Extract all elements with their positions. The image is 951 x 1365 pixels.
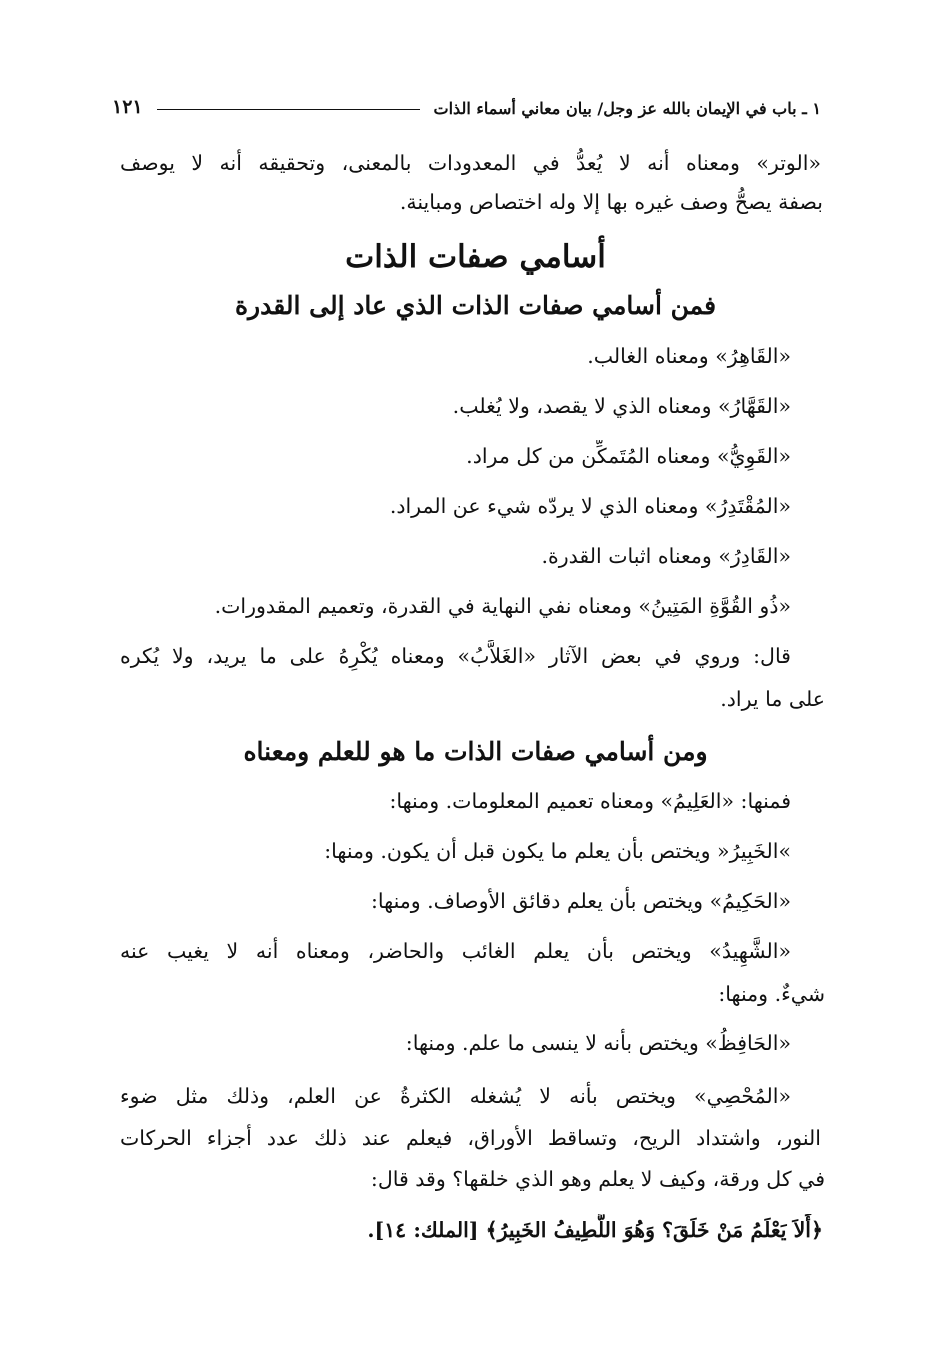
paragraph-line: »الخَبِيرُ« ويختص بأن يعلم ما يكون قبل أن يكون. ومنها: [324, 839, 791, 863]
paragraph-line: «الحَكِيمُ» ويختص بأن يعلم دقائق الأوصاف. ومنها: [370, 889, 791, 913]
paragraph-line: على ما يراد. [720, 687, 825, 711]
paragraph-line: «الحَافِظُ» ويختص بأنه لا ينسى ما علم. ومنها: [405, 1031, 791, 1055]
header-title: ١ ـ باب في الإيمان بالله عز وجل/ بيان معاني أسماء الذات [433, 99, 821, 118]
intro-line-1: «الوتر» ومعناه أنه لا يُعدُّ في المعدودات بالمعنى، وتحقيقه أنه لا يوصف [120, 151, 821, 175]
section-title: أسامي صفات الذات [345, 239, 606, 275]
paragraph-line: «المُحْصِي» ويختص بأنه لا يُشغله الكثرةُ عن العلم، وذلك مثل ضوء [120, 1084, 791, 1108]
quran-verse: ﴿أَلاَ يَعْلَمُ مَنْ خَلَقَ؟ وَهُوَ اللَّطِيفُ الخَبِيرُ﴾ [الملك: ١٤]. [367, 1218, 823, 1242]
paragraph-line: «القَوِيُّ» ومعناه المُتَمكِّن من كل مراد. [466, 444, 791, 468]
paragraph-line: النور، واشتداد الريح، وتساقط الأوراق، فيعلم عند ذلك عدد أجزاء الحركات [120, 1126, 821, 1150]
paragraph-line: في كل ورقة، وكيف لا يعلم وهو الذي خلقها؟ وقد قال: [370, 1167, 825, 1191]
paragraph-line: «القَاهِرُ» ومعناه الغالب. [587, 344, 791, 368]
page-number: ١٢١ [112, 96, 143, 118]
paragraph-line: «ذُو القُوَّةِ المَتِينُ» ومعناه نفي النهاية في القدرة، وتعميم المقدورات. [214, 594, 791, 618]
paragraph-line: «القَادِرُ» ومعناه اثبات القدرة. [541, 544, 791, 568]
paragraph-line: «المُقْتَدِرُ» ومعناه الذي لا يردّه شيء عن المراد. [389, 494, 791, 518]
subsection-1-title: فمن أسامي صفات الذات الذي عاد إلى القدرة [234, 291, 717, 320]
running-header [112, 86, 821, 118]
intro-line-2: بصفة يصحُّ وصف غيره بها إلا وله اختصاص ومباينة. [399, 190, 823, 214]
header-rule [157, 109, 420, 110]
paragraph-line: قال: وروي في بعض الآثار «الغَلاَّبُ» ومعناه يُكْرِهُ على ما يريد، ولا يُكره [120, 644, 791, 668]
subsection-2-title: ومن أسامي صفات الذات ما هو للعلم ومعناه [243, 737, 708, 766]
paragraph-line: «القَهَّارُ» ومعناه الذي لا يقصد، ولا يُغلب. [452, 394, 791, 418]
paragraph-line: شيءٌ. ومنها: [718, 982, 825, 1006]
paragraph-line: فمنها: «العَلِيمُ» ومعناه تعميم المعلومات. ومنها: [389, 789, 791, 813]
paragraph-line: «الشَّهِيدُ» ويختص بأن يعلم الغائب والحاضر، ومعناه أنه لا يغيب عنه [120, 939, 791, 963]
